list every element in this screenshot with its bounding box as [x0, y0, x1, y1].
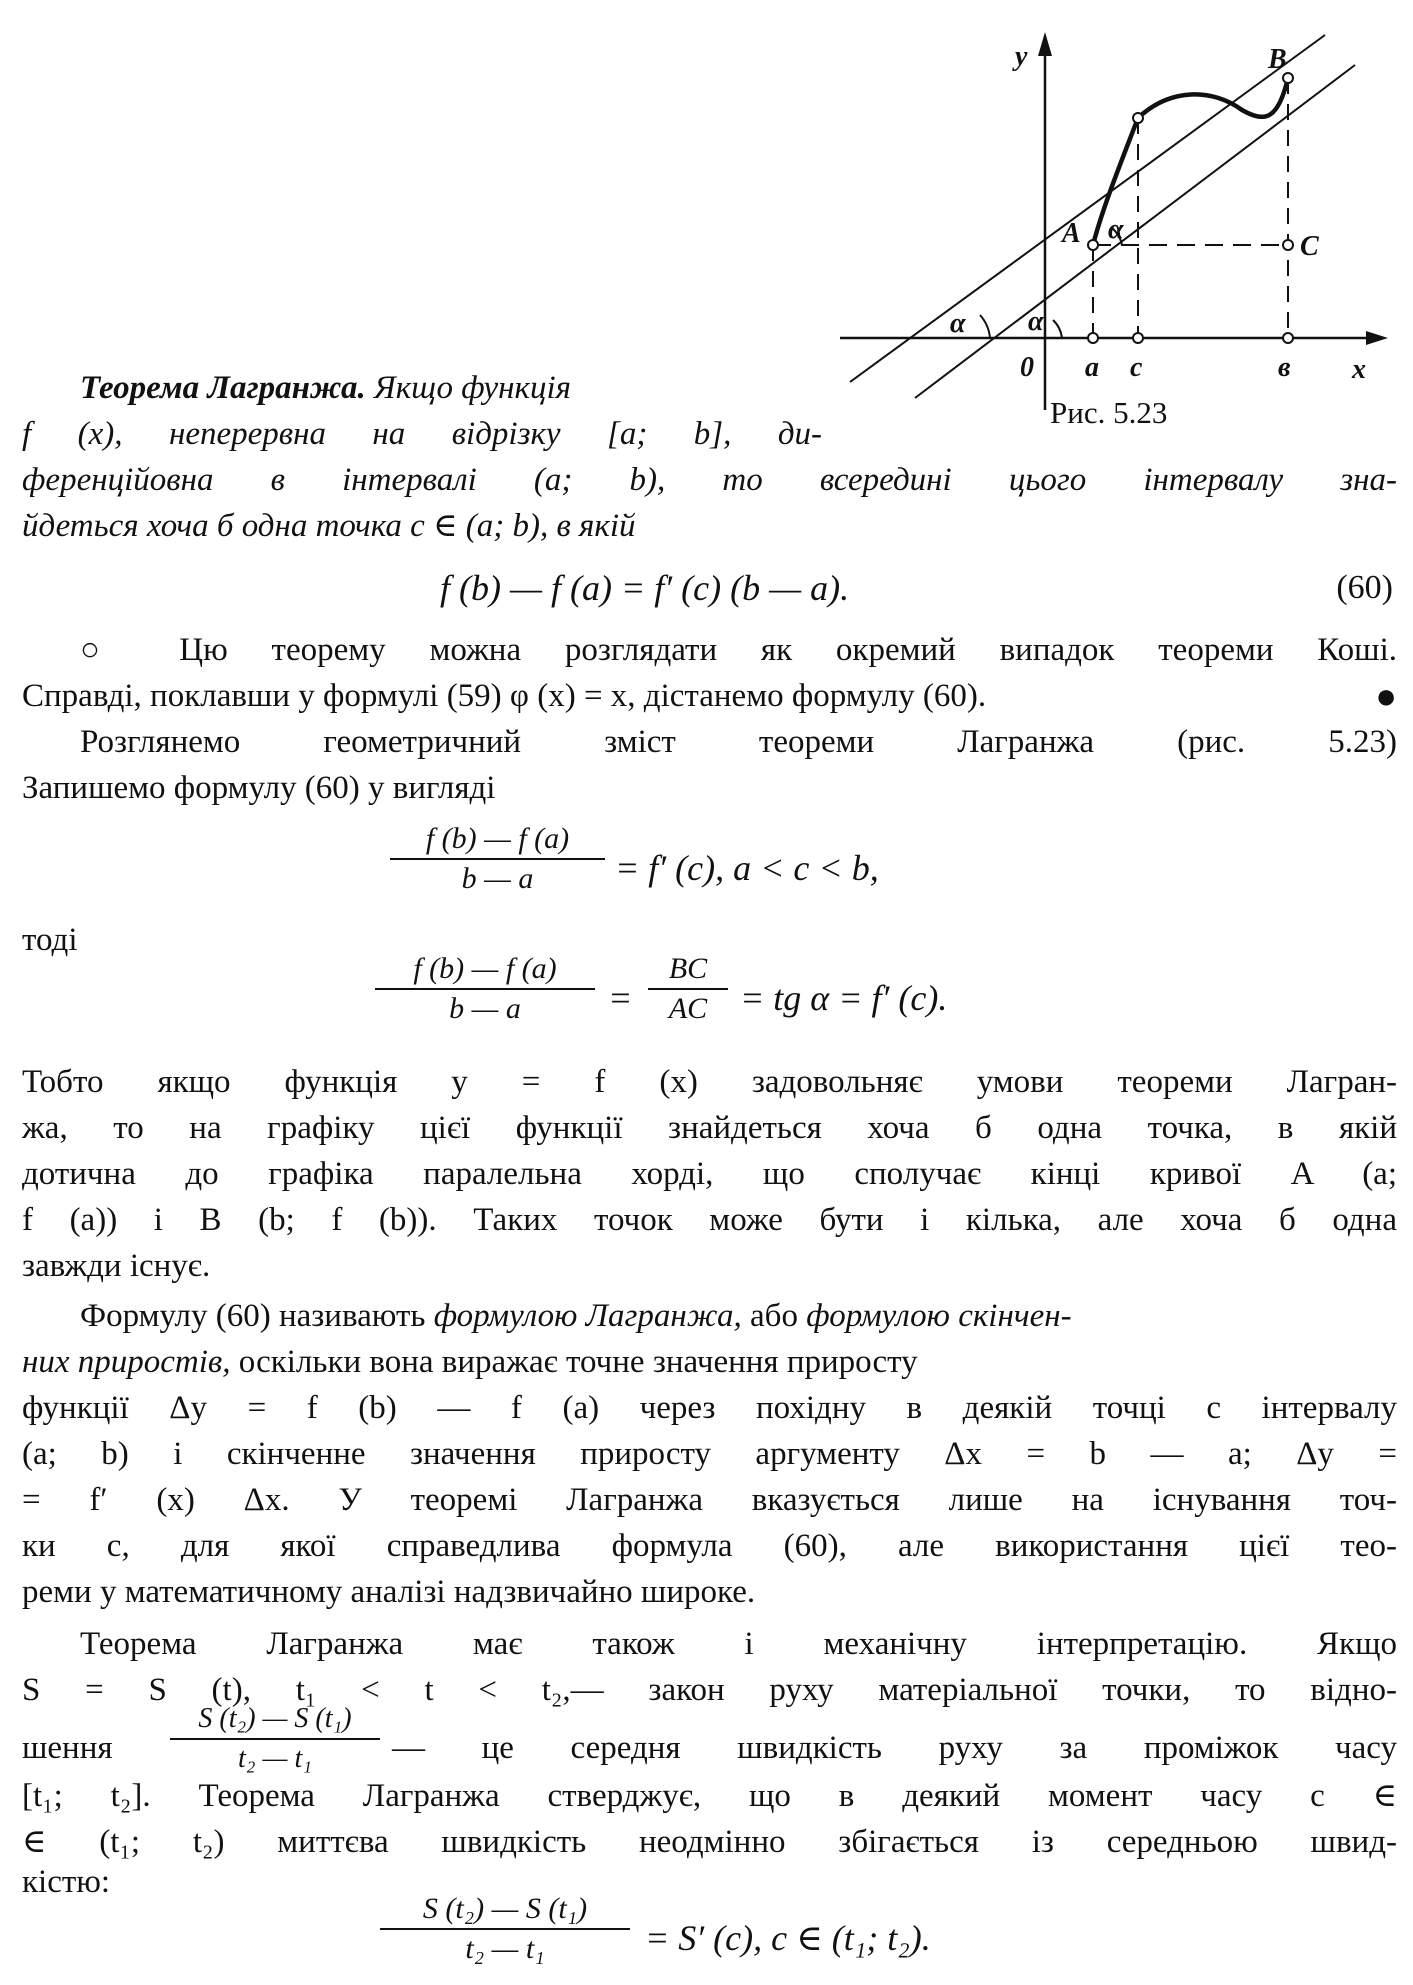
p5-fraction-numerator: S (t₂) — S (t₁) [198, 1703, 352, 1734]
angle-arc-2 [1053, 320, 1062, 338]
fraction-1 [390, 820, 605, 898]
geo-line-2: Запишемо формулу (60) у вигляді [22, 770, 496, 806]
label-alpha-3: α [1108, 214, 1124, 245]
proof-end-mark: ● [1375, 676, 1397, 716]
label-origin: 0 [1020, 352, 1034, 383]
p4-text-1a: Формулу (60) називають [80, 1298, 434, 1334]
tick-a [1088, 333, 1098, 343]
proof-text-2: Справді, поклавши у формулі (59) φ (x) = x, дістанемо формулу (60). [22, 678, 987, 714]
label-b: в [1278, 352, 1291, 383]
p4-term-finite: формулою скінчен- [806, 1298, 1072, 1334]
p4-line-6: ки c, для якої справедлива формула (60), але використання цієї тео- [22, 1528, 1397, 1564]
label-B: B [1268, 44, 1287, 75]
p4-line-2 [22, 1342, 1397, 1382]
fraction-3-numerator: S (t₂) — S (t₁) [422, 1892, 588, 1925]
p5-line-2: S = S (t), t₁ < t < t₂,— закон руху матеріальної точки, то відно- [22, 1672, 1397, 1708]
tangent-line [850, 35, 1325, 382]
p5-line-1: Теорема Лагранжа має також і механічну інтерпретацію. Якщо [80, 1626, 1397, 1662]
equation-60: f (b) — f (a) = f′ (c) (b — a). [440, 568, 850, 608]
label-A: A [1062, 218, 1081, 249]
p4-line-7: реми у математичному аналізі надзвичайно широке. [22, 1574, 756, 1610]
p4-text-1c: або [741, 1298, 807, 1334]
fraction-1-denominator: b — a [461, 862, 534, 895]
fraction-2-numerator: f (b) — f (a) [413, 952, 557, 985]
p3-line-3: дотична до графіка паралельна хорді, що сполучає кінці кривої A (a; [22, 1156, 1397, 1192]
p4-line-4: (a; b) і скінченне значення приросту аргументу Δx = b — a; Δy = [22, 1436, 1397, 1472]
p4-term-increments: них приростів, [22, 1344, 231, 1380]
p5-line-5: ∈ (t₁; t₂) миттєва швидкість неодмінно збігається із середньою швид- [22, 1824, 1397, 1860]
p3-line-4: f (a)) і B (b; f (b)). Таких точок може бути і кілька, але хоча б одна [22, 1202, 1397, 1238]
p4-line-5: = f′ (x) Δx. У теоремі Лагранжа вказується лише на існування точ- [22, 1482, 1397, 1518]
p3-line-5: завжди існує. [22, 1248, 211, 1284]
fraction-3-rest: = S′ (c), c ∈ (t₁; t₂). [645, 1918, 931, 1958]
fraction-2-rest: = tg α = f′ (c). [740, 978, 948, 1018]
p5-line-4: [t₁; t₂]. Теорема Лагранжа стверджує, що в деякий момент часу c ∈ [22, 1778, 1397, 1814]
label-x: x [1352, 354, 1366, 385]
fraction-3 [380, 1890, 630, 1968]
label-alpha-1: α [950, 308, 966, 339]
figure-caption: Рис. 5.23 [1050, 395, 1168, 430]
tick-b [1283, 333, 1293, 343]
y-axis-arrow [1038, 32, 1052, 56]
fraction-2-denominator: b — a [449, 992, 521, 1025]
fraction-2 [375, 950, 595, 1028]
fraction-1-numerator: f (b) — f (a) [425, 822, 570, 855]
label-c: c [1130, 352, 1143, 383]
label-C: C [1300, 231, 1319, 262]
word-then: тоді [22, 922, 78, 958]
theorem-line-4: йдеться хоча б одна точка c ∈ (a; b), в якій [22, 508, 636, 544]
x-axis-arrow [1366, 331, 1388, 345]
label-alpha-2: α [1028, 306, 1044, 337]
fraction-1-rest: = f′ (c), a < c < b, [615, 848, 879, 888]
theorem-line-2: f (x), неперервна на відрізку [a; b], ди- [22, 416, 822, 452]
p5-line-3a: шення [22, 1730, 113, 1766]
angle-arc-1 [980, 315, 990, 338]
label-y: y [1015, 41, 1028, 72]
theorem-line-1 [80, 368, 880, 408]
equation-60-number: (60) [1336, 569, 1393, 606]
p4-line-1 [80, 1296, 1397, 1336]
p4-text-2b: оскільки вона виражає точне значення приросту [230, 1344, 918, 1380]
point-C [1283, 240, 1293, 250]
fraction-2b-denominator: AC [668, 992, 708, 1025]
p3-line-2: жа, то на графіку цієї функції знайдеться хоча б одна точка, в якій [22, 1110, 1397, 1146]
point-A [1088, 240, 1098, 250]
tick-c [1133, 333, 1143, 343]
geo-line-1: Розглянемо геометричний зміст теореми Лагранжа (рис. 5.23) [80, 724, 1397, 760]
fraction-2b [648, 950, 728, 1028]
p4-term-lagrange: формулою Лагранжа, [433, 1298, 742, 1334]
p5-fraction-denominator: t₂ — t₁ [238, 1743, 312, 1774]
label-a: a [1085, 352, 1099, 383]
fraction-2-equals: = [608, 978, 633, 1018]
fraction-3-denominator: t₂ — t₁ [465, 1932, 545, 1965]
p5-line-6: кістю: [22, 1864, 111, 1900]
figure-5-23 [840, 20, 1400, 415]
proof-line-2 [22, 676, 1397, 716]
point-tangent [1133, 113, 1143, 123]
theorem-title: Теорема Лагранжа. [80, 370, 366, 406]
p3-line-1: Тобто якщо функція y = f (x) задовольняє умови теореми Лагран- [22, 1064, 1397, 1100]
fraction-2b-numerator: BC [668, 952, 708, 985]
p5-line-3b: — це середня швидкість руху за проміжок часу [392, 1730, 1397, 1766]
proof-line-1: ○ Цю теорему можна розглядати як окремий випадок теореми Коші. [80, 632, 1397, 668]
p4-line-3: функції Δy = f (b) — f (a) через похідну в деякій точці c інтервалу [22, 1390, 1397, 1426]
theorem-text-1: Якщо функція [365, 370, 571, 406]
p5-fraction [170, 1700, 380, 1778]
theorem-line-3: ференційовна в інтервалі (a; b), то всередині цього інтервалу зна- [22, 462, 1397, 498]
